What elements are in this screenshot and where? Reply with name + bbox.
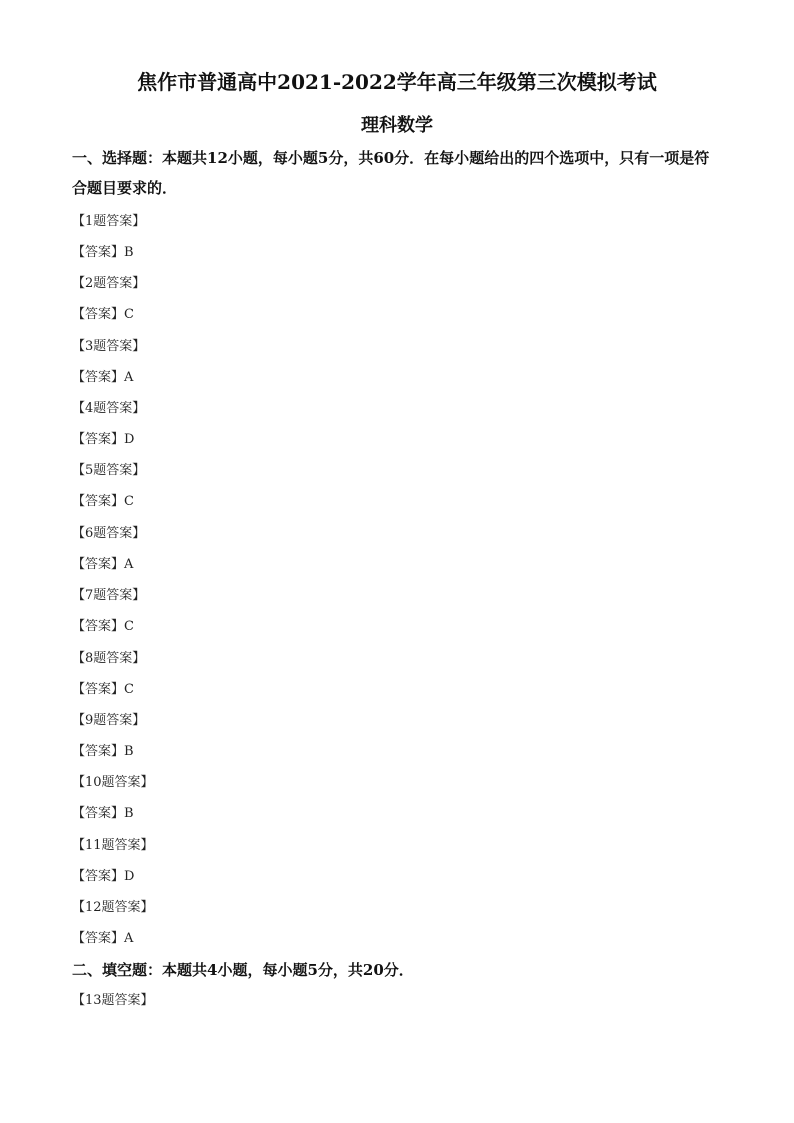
answer-label-7: 【答案】C (72, 619, 134, 634)
question-label-9: 【9题答案】 (72, 713, 146, 728)
question-label-11: 【11题答案】 (72, 838, 154, 853)
answer-label-4: 【答案】D (72, 432, 135, 447)
question-label-12: 【12题答案】 (72, 900, 154, 915)
question-label-2: 【2题答案】 (72, 276, 146, 291)
question-label-8: 【8题答案】 (72, 651, 146, 666)
answer-label-1: 【答案】B (72, 245, 134, 260)
answer-label-2: 【答案】C (72, 307, 134, 322)
question-label-4: 【4题答案】 (72, 401, 146, 416)
document-subtitle: 理科数学 (361, 115, 433, 136)
answer-label-9: 【答案】B (72, 744, 134, 759)
answer-label-6: 【答案】A (72, 557, 134, 572)
question-label-10: 【10题答案】 (72, 775, 154, 790)
answer-label-8: 【答案】C (72, 682, 134, 697)
section-1-heading: 一、选择题：本题共12小题，每小题5分，共60分．在每小题给出的四个选项中，只有一项是符合题目要求的． (72, 149, 710, 197)
answer-label-12: 【答案】A (72, 931, 134, 946)
question-label-3: 【3题答案】 (72, 339, 146, 354)
answer-label-3: 【答案】A (72, 370, 134, 385)
question-label-7: 【7题答案】 (72, 588, 146, 603)
answer-label-11: 【答案】D (72, 869, 135, 884)
section-2-heading: 二、填空题：本题共4小题，每小题5分，共20分． (72, 961, 414, 979)
answer-label-5: 【答案】C (72, 494, 134, 509)
question-label-13: 【13题答案】 (72, 993, 154, 1008)
question-label-6: 【6题答案】 (72, 526, 146, 541)
question-label-5: 【5题答案】 (72, 463, 146, 478)
document-title: 焦作市普通高中2021-2022学年高三年级第三次模拟考试 (137, 70, 657, 94)
answer-label-10: 【答案】B (72, 806, 134, 821)
question-label-1: 【1题答案】 (72, 214, 146, 229)
